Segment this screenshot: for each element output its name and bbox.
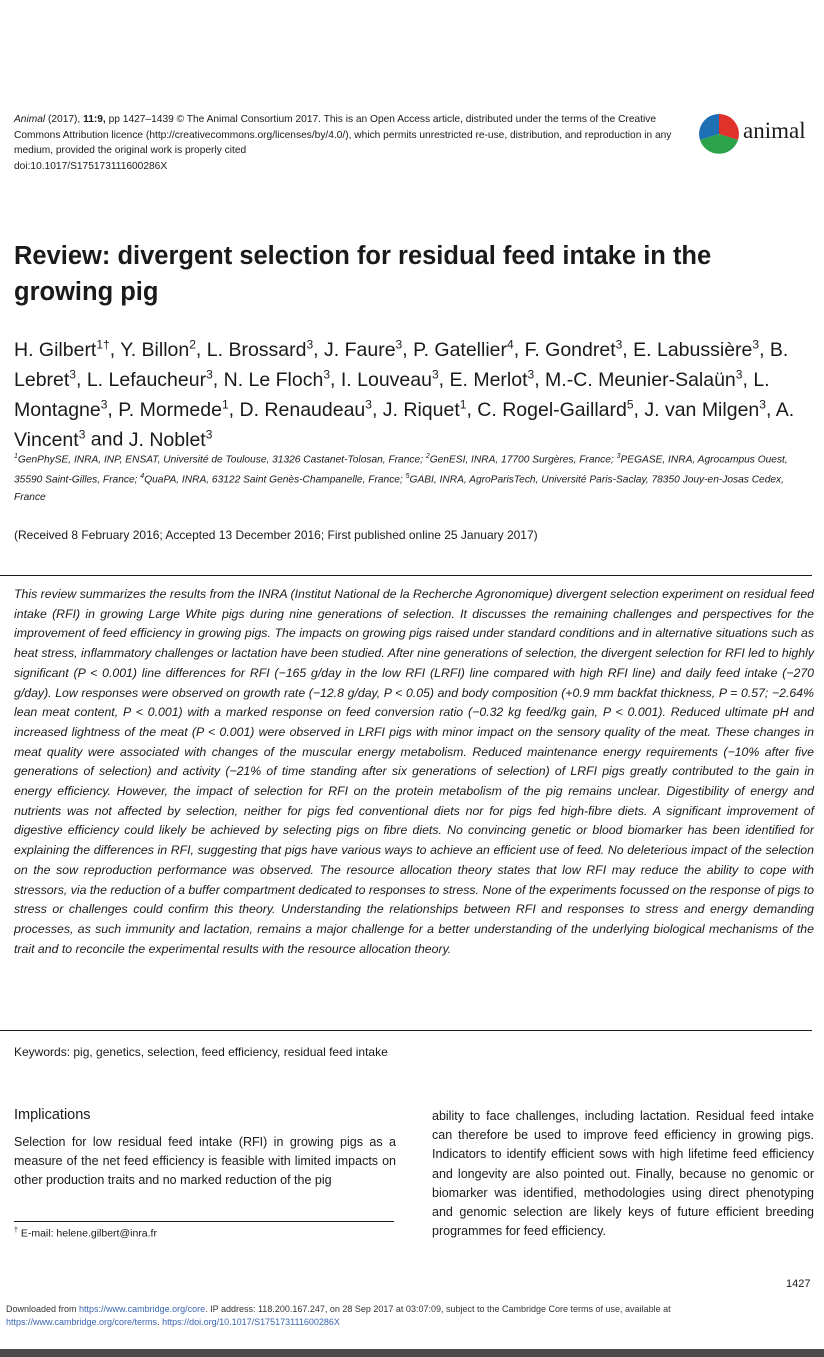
author	[477, 399, 633, 421]
author-separator: ,	[402, 338, 414, 361]
author-separator: ,	[759, 338, 770, 361]
abstract-bottom-rule	[0, 1030, 812, 1031]
author-separator: ,	[371, 398, 383, 421]
received-dates: (Received 8 February 2016; Accepted 13 December 2016; First published online 25 January 2017)	[14, 528, 538, 542]
affiliation-mark: 2	[425, 453, 430, 460]
author-name: E. Merlot	[449, 368, 528, 391]
doi-link[interactable]: https://doi.org/10.1017/S175173111600286X	[162, 1317, 340, 1327]
author	[87, 369, 213, 391]
author-name: L. Lefaucheur	[86, 368, 207, 391]
author-affiliation-mark: 3	[395, 337, 403, 351]
author-separator: ,	[633, 398, 645, 421]
author-separator: ,	[534, 368, 546, 391]
abstract: This review summarizes the results from the INRA (Institut National de la Recherche Agronomique) divergent selection experiment on residual feed intake (RFI) in growing Large White pigs during nine generations of selection. It discusses the remaining challenges and perspectives for the improvement of feed efficiency in growing pigs. The impacts on growing pigs raised under standard conditions and in alternative situations such as heat stress, inflammatory challenges or lactation have been studied. After nine generations of selection, the divergent selection for RFI led to highly significant (P < 0.001) line differences for RFI (−165 g/day in the low RFI (LRFI) line compared with high RFI line) and daily feed intake (−270 g/day). Low responses were observed on growth rate (−12.8 g/day, P < 0.05) and body composition (+0.9 mm backfat thickness, P = 0.57; −2.64% lean meat content, P < 0.001) with a marked response on feed conversion ratio (−0.32 kg feed/kg gain, P < 0.001). Reduced ultimate pH and increased lightness of the meat (P < 0.001) were observed in LRFI pigs with minor impact on the sensory quality of the meat. These changes in meat quality were associated with changes of the muscular energy metabolism. Reduced maintenance energy requirements (−10% after five generations of selection) and activity (−21% of time standing after six generations of selection) of LRFI pigs greatly contributed to the gain in energy efficiency. However, the impact of selection for RFI on the protein metabolism of the pig remains unclear. Digestibility of energy and nutrients was not affected by selection, neither for pigs fed conventional diets nor for pigs fed high-fibre diets. A significant improvement of digestive efficiency could likely be achieved by selecting pigs on fibre diets. No convincing genetic or blood biomarker has been identified for explaining the differences in RFI, suggesting that pigs have various ways to achieve an efficient use of feed. No deleterious impact of the selection on the sow reproduction performance was observed. The resource allocation theory states that low RFI may reduce the ability to cope with stressors, via the reduction of a buffer compartment dedicated to responses to stress. None of the experiments focussed on the response of pigs to stress or challenges could confirm this theory. Understanding the relationships between RFI and responses to stress and energy demanding processes, as such immunity and lactation, remains a major challenge for a better understanding of the underlying biological mechanisms of the trait and to reconcile the experimental results with the resource allocation theory.	[14, 587, 814, 956]
page-number: 1427	[786, 1278, 811, 1290]
author-affiliation-mark: 1†	[96, 337, 110, 351]
author-separator: ,	[212, 368, 224, 391]
animal-logo-text: animal	[743, 118, 806, 143]
affiliation-mark: 1	[14, 453, 18, 460]
author-name: Y. Billon	[120, 338, 190, 361]
author-name: J. Riquet	[382, 398, 460, 421]
author-name: J. Noblet	[128, 428, 206, 451]
footnote-rule	[14, 1221, 394, 1222]
author	[633, 339, 759, 361]
author-affiliation-mark: 2	[189, 337, 196, 351]
author-affiliation-mark: 4	[507, 337, 514, 351]
author-affiliation-mark: 3	[206, 367, 213, 381]
journal-pages: pp 1427–1439	[108, 114, 174, 125]
author-affiliation-mark: 1	[459, 397, 467, 411]
author-affiliation-mark: 1	[221, 397, 229, 411]
download-notice	[6, 1303, 818, 1329]
author	[341, 369, 439, 391]
affiliation-mark: 5	[405, 473, 410, 481]
abstract-top-rule	[0, 575, 812, 576]
author	[207, 339, 313, 361]
author-name: D. Renaudeau	[239, 398, 366, 421]
animal-logo	[697, 112, 817, 158]
author-name: E. Labussière	[633, 338, 753, 361]
author-name: F. Gondret	[524, 338, 616, 361]
author	[118, 399, 228, 421]
author-affiliation-mark: 3	[69, 367, 76, 381]
terms-link[interactable]: https://www.cambridge.org/core/terms	[6, 1317, 158, 1327]
affiliation-text: GenESI, INRA, 17700 Surgères, France;	[429, 454, 617, 466]
implications-text-right: ability to face challenges, including lactation. Residual feed intake can therefore be used to improve feed efficiency in growing pigs. Indicators to identify efficient sows with high lifetime feed efficiency and longevity are also pointed out. Finally, because no genomic or biomarker was identified, methodologies using direct phenotyping and genomic selection are likely keys of future efficient breeding programmes for feed efficiency.	[432, 1109, 814, 1239]
author-separator: ,	[75, 368, 87, 391]
author-affiliation-mark: 3	[323, 367, 331, 381]
author-name: L. Montagne	[14, 368, 770, 421]
affiliation-text: GenPhySE, INRA, INP, ENSAT, Université de Toulouse, 31326 Castanet-Tolosan, France;	[17, 454, 426, 466]
author-separator: ,	[107, 398, 119, 421]
author-name: C. Rogel-Gaillard	[477, 398, 627, 421]
affiliation-text: PEGASE, INRA, Agrocampus Ouest, 35590 Saint-Gilles, France;	[14, 454, 788, 486]
author-name: P. Mormede	[118, 398, 222, 421]
author	[324, 339, 402, 361]
author	[644, 399, 766, 421]
footnote-mark: †	[14, 1227, 18, 1234]
author-name: H. Gilbert	[14, 338, 97, 361]
footnote	[14, 1227, 157, 1240]
author-name: J. Faure	[324, 338, 396, 361]
author	[224, 369, 330, 391]
author-affiliation-mark: 3	[752, 337, 760, 351]
author-name: B. Lebret	[14, 338, 789, 391]
author-affiliation-mark: 3	[735, 367, 743, 381]
author-affiliation-mark: 3	[306, 337, 314, 351]
author-separator: ,	[313, 338, 325, 361]
author-name: J. van Milgen	[644, 398, 760, 421]
author-affiliation-mark: 3	[759, 397, 766, 411]
author	[449, 369, 534, 391]
author-affiliation-mark: 3	[431, 367, 439, 381]
implications-text-left: Selection for low residual feed intake (RFI) in growing pigs as a measure of the net feed efficiency is feasible with limited impacts on other production traits and no marked reduction of the pig	[14, 1135, 396, 1188]
author-separator: ,	[195, 338, 207, 361]
footnote-email: E-mail: helene.gilbert@inra.fr	[17, 1227, 157, 1240]
author	[240, 399, 372, 421]
author-name: I. Louveau	[340, 368, 432, 391]
journal-volume: 11:9,	[83, 114, 106, 125]
animal-logo-icon	[697, 112, 741, 156]
download-prefix: Downloaded from	[6, 1304, 80, 1314]
author-separator: ,	[438, 368, 450, 391]
affiliation-text: QuaPA, INRA, 63122 Saint Genès-Champanelle, France;	[144, 474, 406, 486]
author-list	[14, 332, 814, 452]
implications-heading: Implications	[14, 1107, 91, 1123]
author-separator: ,	[466, 398, 478, 421]
keywords-label: Keywords:	[14, 1045, 71, 1059]
author	[413, 339, 514, 361]
author-separator: ,	[513, 338, 525, 361]
keywords-text: pig, genetics, selection, feed efficiency, residual feed intake	[70, 1045, 388, 1059]
article-title: Review: divergent selection for residual feed intake in the growing pig	[14, 242, 712, 306]
author	[120, 339, 196, 361]
affiliation-text: GABI, INRA, AgroParisTech, Université Paris-Saclay, 78350 Jouy-en-Josas Cedex, France	[14, 474, 784, 503]
author-separator: ,	[742, 368, 754, 391]
journal-year: (2017),	[47, 114, 81, 125]
author	[545, 369, 742, 391]
author-separator: and	[85, 428, 129, 451]
author	[525, 339, 623, 361]
author-separator: ,	[228, 398, 240, 421]
cambridge-core-link[interactable]: https://www.cambridge.org/core	[79, 1304, 206, 1314]
author-separator: ,	[622, 338, 634, 361]
citation-header	[14, 112, 686, 174]
affiliation-mark: 3	[616, 453, 621, 460]
copyright-notice: © The Animal Consortium 2017. This is an Open Access article, distributed under the terms of the Creative Commons Attribution licence (http://creativecommons.org/licenses/by/4.0/), which permits unrestricted re-use, distribution, and reproduction in any medium, provided the original work is properly cited	[14, 114, 672, 156]
author-name: A. Vincent	[14, 398, 795, 451]
implications-left-column	[14, 1107, 396, 1191]
keywords	[14, 1045, 388, 1059]
author-affiliation-mark: 3	[205, 427, 213, 441]
author-separator: ,	[330, 368, 341, 391]
author-separator: ,	[765, 398, 776, 421]
author-affiliation-mark: 3	[365, 397, 372, 411]
author-affiliation-mark: 3	[527, 367, 535, 381]
author	[14, 339, 110, 361]
author-affiliation-mark: 5	[626, 397, 634, 411]
download-sep: .	[157, 1317, 163, 1327]
journal-name: Animal	[14, 114, 46, 125]
author-affiliation-mark: 3	[78, 427, 86, 441]
author-affiliation-mark: 3	[615, 337, 623, 351]
author-separator: ,	[109, 338, 121, 361]
author-name: N. Le Floch	[223, 368, 324, 391]
author	[383, 399, 467, 421]
affiliation-mark: 4	[140, 473, 145, 481]
affiliations	[14, 448, 814, 506]
author-affiliation-mark: 3	[100, 397, 108, 411]
doi: doi:10.1017/S175173111600286X	[14, 160, 168, 172]
viewer-bottom-bar	[0, 1349, 824, 1357]
author-name: M.-C. Meunier-Salaün	[545, 368, 736, 391]
download-middle: . IP address: 118.200.167.247, on 28 Sep 2017 at 03:07:09, subject to the Cambridge Core terms of use, available at	[205, 1304, 671, 1314]
author-name: P. Gatellier	[413, 338, 508, 361]
author-name: L. Brossard	[206, 338, 307, 361]
